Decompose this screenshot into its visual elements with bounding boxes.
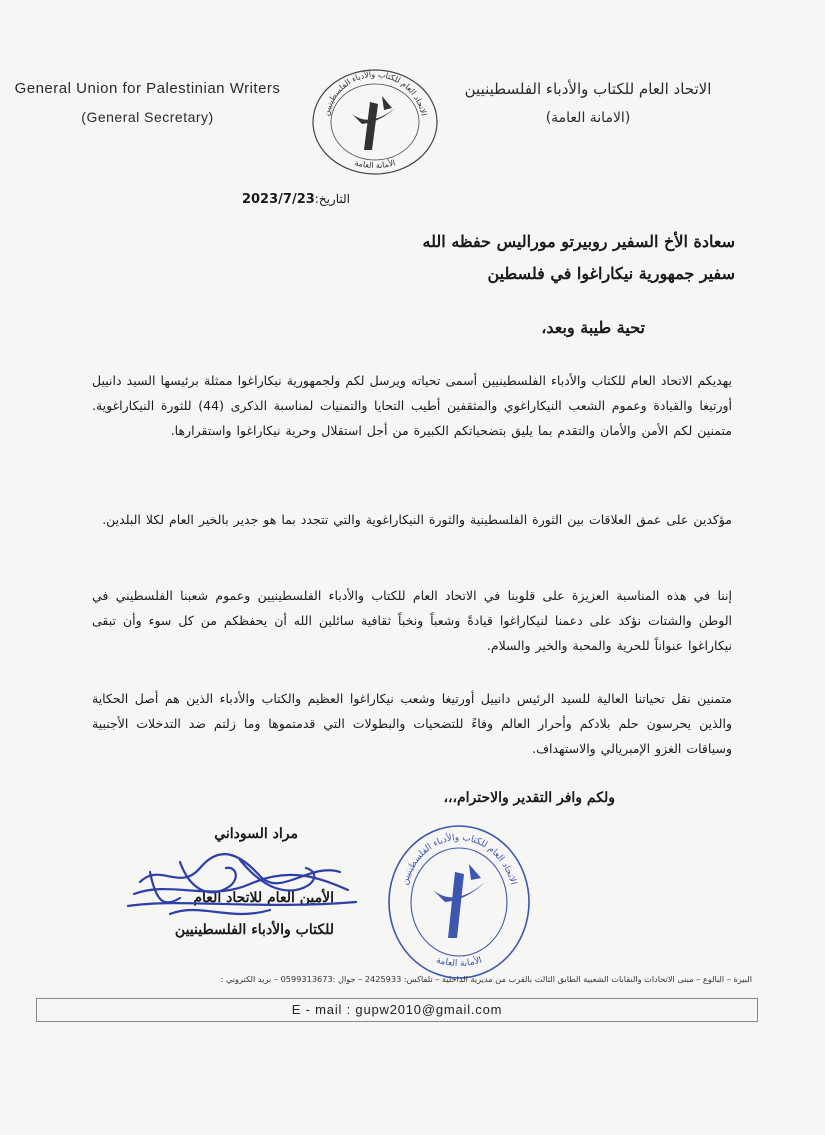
body-paragraph-2: مؤكدين على عمق العلاقات بين الثورة الفلسطينية والثورة النيكاراغوية والتي تتجدد بما هو جدير بالخير العام لكلا البلدين. — [102, 512, 732, 527]
signatory-title-line1: الأمين العام للاتحاد العام — [193, 890, 334, 906]
union-official-stamp — [385, 820, 533, 980]
letterhead-ar-name: الاتحاد العام للكتاب والأدباء الفلسطينيين — [464, 80, 712, 98]
date-value: 2023/7/23 — [241, 192, 315, 207]
letterhead-en-name: General Union for Palestinian Writers — [14, 80, 281, 97]
footer-address: البيرة – البالوع – مبنى الاتحادات والنقابات الشعبية الطابق الثالث بالقرب من مديرية الداخلية – تلفاكس: 2425933 – جوال :0599313673 – بريد الكتروني : — [220, 974, 752, 984]
letterhead-en-sub: (General Secretary) — [81, 109, 214, 125]
letter-date — [110, 192, 350, 207]
stamp-top-text: الاتحاد العام للكتاب والأدباء الفلسطينيين — [400, 832, 518, 887]
signatory-name: مراد السوداني — [214, 826, 298, 842]
stamp-bottom-text: الأمانة العامة — [434, 955, 484, 970]
addressee-line1: سعادة الأخ السفير روبيرتو موراليس حفظه الله — [422, 232, 735, 251]
seal-top-text: الاتحاد العام للكتاب والأدباء الفلسطينيين — [321, 69, 429, 117]
signature-block — [118, 826, 378, 938]
body-paragraph-1: يهديكم الاتحاد العام للكتاب والأدباء الفلسطينيين أسمى تحياته ويرسل لكم ولجمهورية نيكاراغوا ممثلة برئيسها السيد دانييل أورتيغا والقيادة وعموم الشعب النيكاراغوي والمثقفين أطيب التحايا والتمنيات لمناسبة الذكرى (44) للثورة النيكاراغوية. متمنين لكم الأمن والأمان والتقدم بما يليق بتضحياتكم الكبيرة من أجل استقلال وحرية نيكاراغوا واستقرارها. — [92, 373, 733, 438]
addressee — [135, 226, 735, 290]
body-paragraph-4: متمنين نقل تحياتنا العالية للسيد الرئيس دانييل أورتيغا وشعب نيكاراغوا العظيم والكتاب والأدباء الذين هم أصل الحكاية والذين يحرسون حلم بلادكم وأحرار العالم وفاءً للتضحيات والبطولات التي قدمتموها وما زلتم ضد التدخلات الأجنبية وسياقات الغزو الإمبريالي والاستهداف. — [92, 691, 732, 756]
addressee-line2: سفير جمهورية نيكاراغوا في فلسطين — [487, 264, 735, 283]
letterhead-english — [0, 80, 295, 125]
union-emblem-seal — [300, 62, 450, 177]
date-label: التاريخ: — [314, 192, 350, 206]
greeting: تحية طيبة وبعد، — [541, 318, 645, 337]
letterhead-ar-sub: (الامانة العامة) — [545, 110, 631, 126]
footer-email: E - mail : gupw2010@gmail.com — [36, 998, 758, 1022]
letterhead-arabic — [443, 80, 733, 126]
seal-top-bottom-text: الأمانة العامة — [353, 158, 397, 171]
body-paragraph-3: إننا في هذه المناسبة العزيزة على قلوبنا في الاتحاد العام للكتاب والأدباء الفلسطينيين وعموم شعبنا الفلسطيني في الوطن والشتات نؤكد على دعمنا لنيكاراغوا قيادةً وشعباً ونخباً ثقافية سائلين الله أن يحفظكم من كل سوء وأن تبقى نيكاراغوا عنواناً للحرية والمحبة والخير والسلام. — [92, 588, 732, 653]
closing: ولكم وافر التقدير والاحترام،،، — [443, 790, 615, 806]
signatory-title-line2: للكتاب والأدباء الفلسطينيين — [174, 922, 334, 938]
